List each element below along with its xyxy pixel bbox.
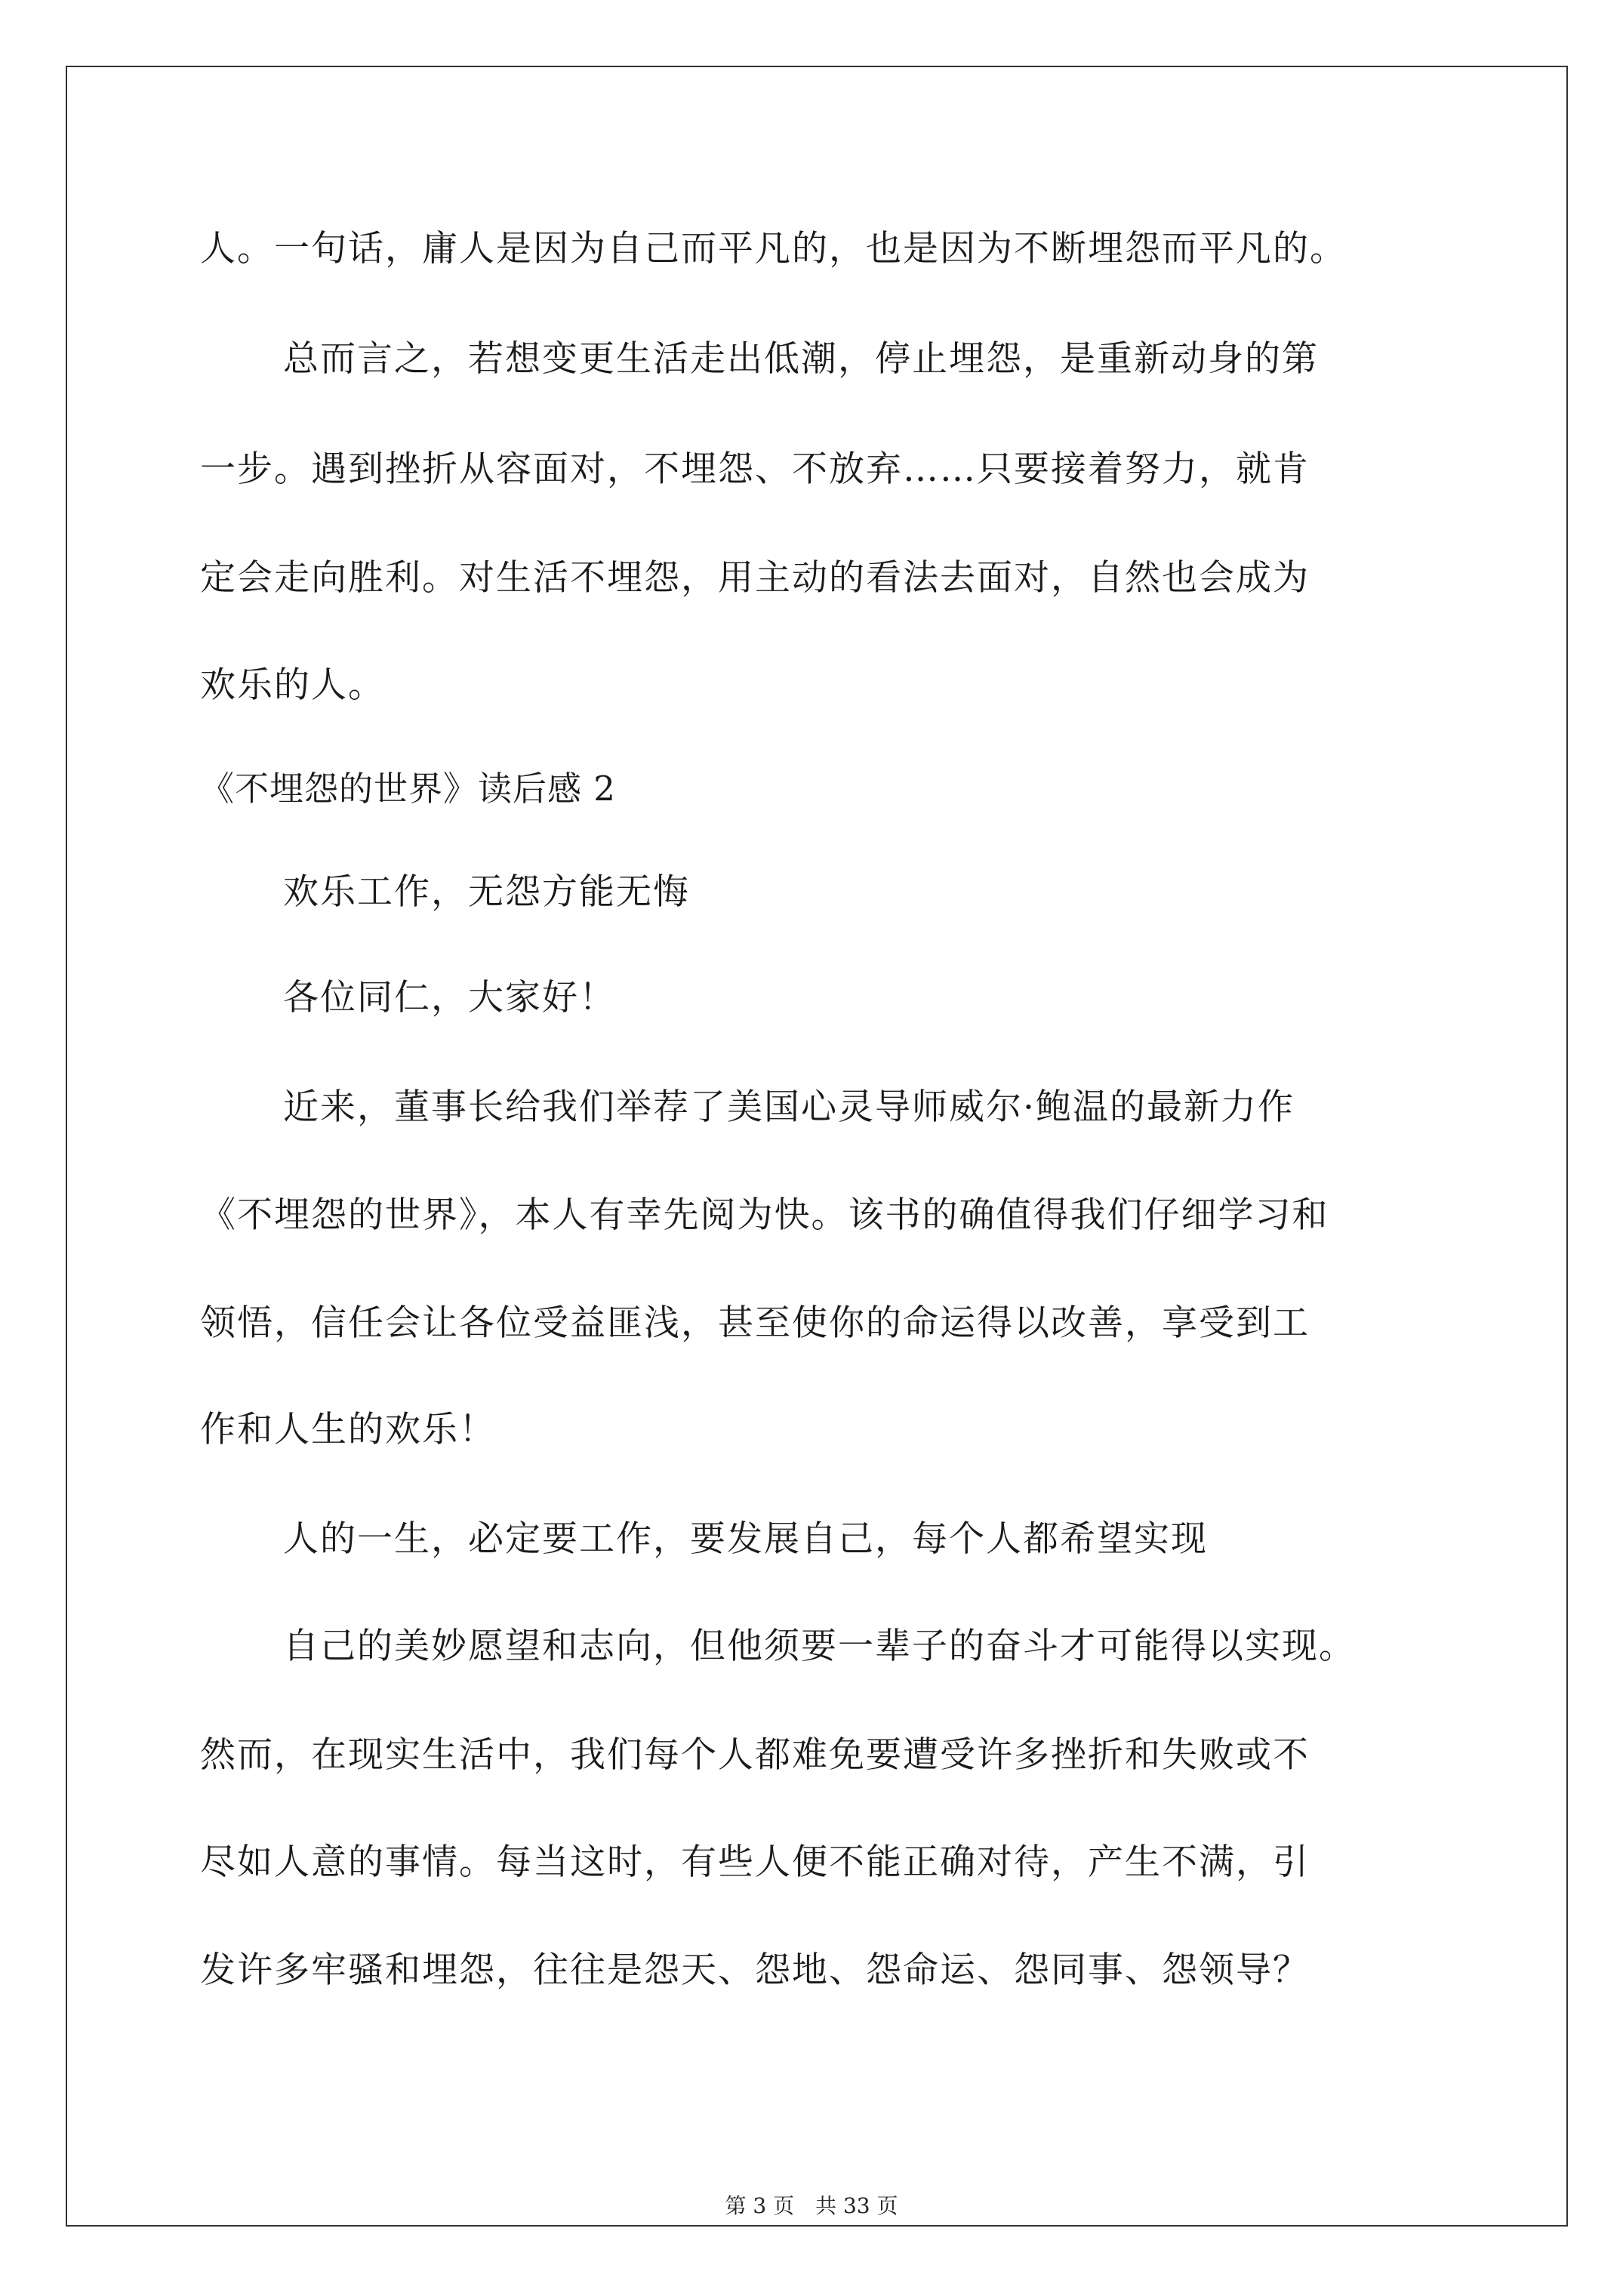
greeting-line: 各位同仁，大家好！ <box>283 977 616 1019</box>
paragraph-line: 然而，在现实生活中，我们每个人都难免要遭受许多挫折和失败或不 <box>200 1734 1310 1776</box>
paragraph-line: 一步。遇到挫折从容面对，不埋怨、不放弃……只要接着努力，就肯 <box>200 448 1310 490</box>
paragraph-line: 近来，董事长给我们举荐了美国心灵导师威尔·鲍温的最新力作 <box>283 1086 1295 1128</box>
paragraph-line: 人。一句话，庸人是因为自己而平凡的，也是因为不断埋怨而平凡的。 <box>200 228 1347 270</box>
paragraph-line: 《不埋怨的世界》，本人有幸先阅为快。该书的确值得我们仔细学习和 <box>200 1194 1329 1236</box>
section-heading: 《不埋怨的世界》读后感 2 <box>200 769 616 809</box>
paragraph-line: 自己的美妙愿望和志向，但他须要一辈子的奋斗才可能得以实现。 <box>283 1626 1356 1667</box>
paragraph-line: 总而言之，若想变更生活走出低潮，停止埋怨，是重新动身的第 <box>283 338 1319 380</box>
paragraph-line: 发许多牢骚和埋怨，往往是怨天、怨地、怨命运、怨同事、怨领导？ <box>200 1949 1310 1991</box>
paragraph-line: 欢乐的人。 <box>200 664 385 706</box>
paragraph-line: 领悟，信任会让各位受益匪浅，甚至使你的命运得以改善，享受到工 <box>200 1302 1310 1344</box>
paragraph-line: 作和人生的欢乐！ <box>200 1409 496 1450</box>
paragraph-line: 定会走向胜利。对生活不埋怨，用主动的看法去面对，自然也会成为 <box>200 557 1310 599</box>
page-border <box>66 66 1568 2227</box>
paragraph-line: 尽如人意的事情。每当这时，有些人便不能正确对待，产生不满，引 <box>200 1841 1310 1883</box>
page-number-footer: 第 3 页 共 33 页 <box>725 2193 898 2218</box>
article-title: 欢乐工作，无怨方能无悔 <box>283 871 690 913</box>
paragraph-line: 人的一生，必定要工作，要发展自己，每个人都希望实现 <box>283 1518 1208 1560</box>
